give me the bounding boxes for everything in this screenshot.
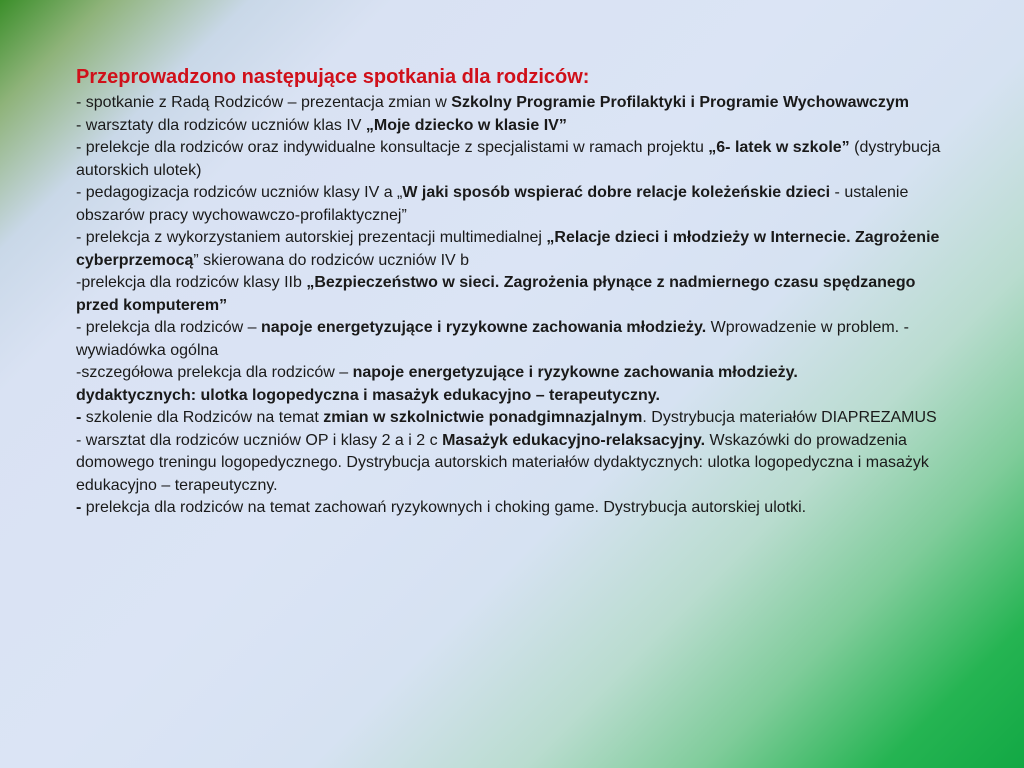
item-text: Wskazówki do prowadzenia domowego treningu logopedycznego. Dystrybucja autorskich materiałów dydaktycznych: ulotka logopedyczna i masażyk edukacyjno – terapeutyczny. (76, 431, 929, 494)
item-text: . Dystrybucja materiałów DIAPREZAMUS (642, 409, 937, 426)
item-text: - ustalenie obszarów pracy wychowawczo-profilaktycznej” (76, 184, 909, 224)
meeting-item (76, 137, 956, 182)
emphasis-text: „Bezpieczeństwo w sieci. Zagrożenia płynące z nadmiernego czasu spędzanego przed komputerem” (76, 274, 916, 314)
meeting-item (76, 115, 956, 138)
emphasis-text: Szkolny Programie Profilaktyki i Programie Wychowawczym (451, 94, 909, 111)
meeting-item (76, 430, 956, 498)
item-text: szkolenie dla Rodziców na temat (85, 409, 324, 426)
emphasis-text: „Relacje dzieci i młodzieży w Internecie. Zagrożenie cyberprzemocą (76, 229, 940, 269)
item-text: - warsztat dla rodziców uczniów OP i klasy 2 a i 2 c (76, 431, 443, 449)
item-text: - prelekcje dla rodziców oraz indywidualne konsultacje z specjalistami w ramach projektu (76, 139, 709, 156)
emphasis-text: - (76, 409, 86, 426)
item-text: (dystrybucja autorskich ulotek) (76, 139, 941, 179)
meeting-item (76, 362, 956, 385)
item-text: - warsztaty dla rodziców uczniów klas IV (76, 116, 366, 134)
item-text: - prelekcja z wykorzystaniem autorskiej prezentacji multimedialnej (76, 229, 547, 246)
item-text: ” skierowana do rodziców uczniów IV b (193, 251, 470, 269)
emphasis-text: - (76, 499, 86, 516)
item-text: -szczegółowa prelekcja dla rodziców – (76, 364, 353, 381)
emphasis-text: zmian w szkolnictwie ponadgimnazjalnym (323, 409, 643, 426)
item-text: -prelekcja dla rodziców klasy IIb (76, 274, 307, 291)
item-text: - pedagogizacja rodziców uczniów klasy IV a „ (76, 184, 403, 201)
meeting-list (76, 92, 956, 520)
meeting-item (76, 385, 956, 408)
meeting-item (76, 92, 956, 115)
item-text: - spotkanie z Radą Rodziców – prezentacja zmian w (76, 94, 452, 111)
emphasis-text: „6- latek w szkole” (708, 139, 850, 156)
meeting-item (76, 407, 956, 430)
meeting-item (76, 497, 956, 520)
item-text: - prelekcja dla rodziców – (76, 319, 261, 336)
item-text: Wprowadzenie w problem. - wywiadówka ogólna (76, 319, 909, 359)
emphasis-text: dydaktycznych: ulotka logopedyczna i masażyk edukacyjno – terapeutyczny. (76, 386, 660, 404)
item-text: prelekcja dla rodziców na temat zachowań ryzykownych i choking game. Dystrybucja autorskiej ulotki. (85, 499, 807, 516)
emphasis-text: napoje energetyzujące i ryzykowne zachowania młodzieży. (260, 319, 707, 336)
meeting-item (76, 317, 956, 362)
emphasis-text: W jaki sposób wspierać dobre relacje koleżeńskie dzieci (402, 184, 831, 201)
emphasis-text: napoje energetyzujące i ryzykowne zachowania młodzieży. (352, 364, 798, 381)
emphasis-text: „Moje dziecko w klasie IV” (365, 116, 567, 134)
slide-content (76, 64, 956, 520)
meeting-item (76, 182, 956, 227)
emphasis-text: Masażyk edukacyjno-relaksacyjny. (442, 431, 706, 449)
meeting-item (76, 272, 956, 317)
meeting-item (76, 227, 956, 272)
slide-title: Przeprowadzono następujące spotkania dla rodziców: (76, 66, 590, 88)
